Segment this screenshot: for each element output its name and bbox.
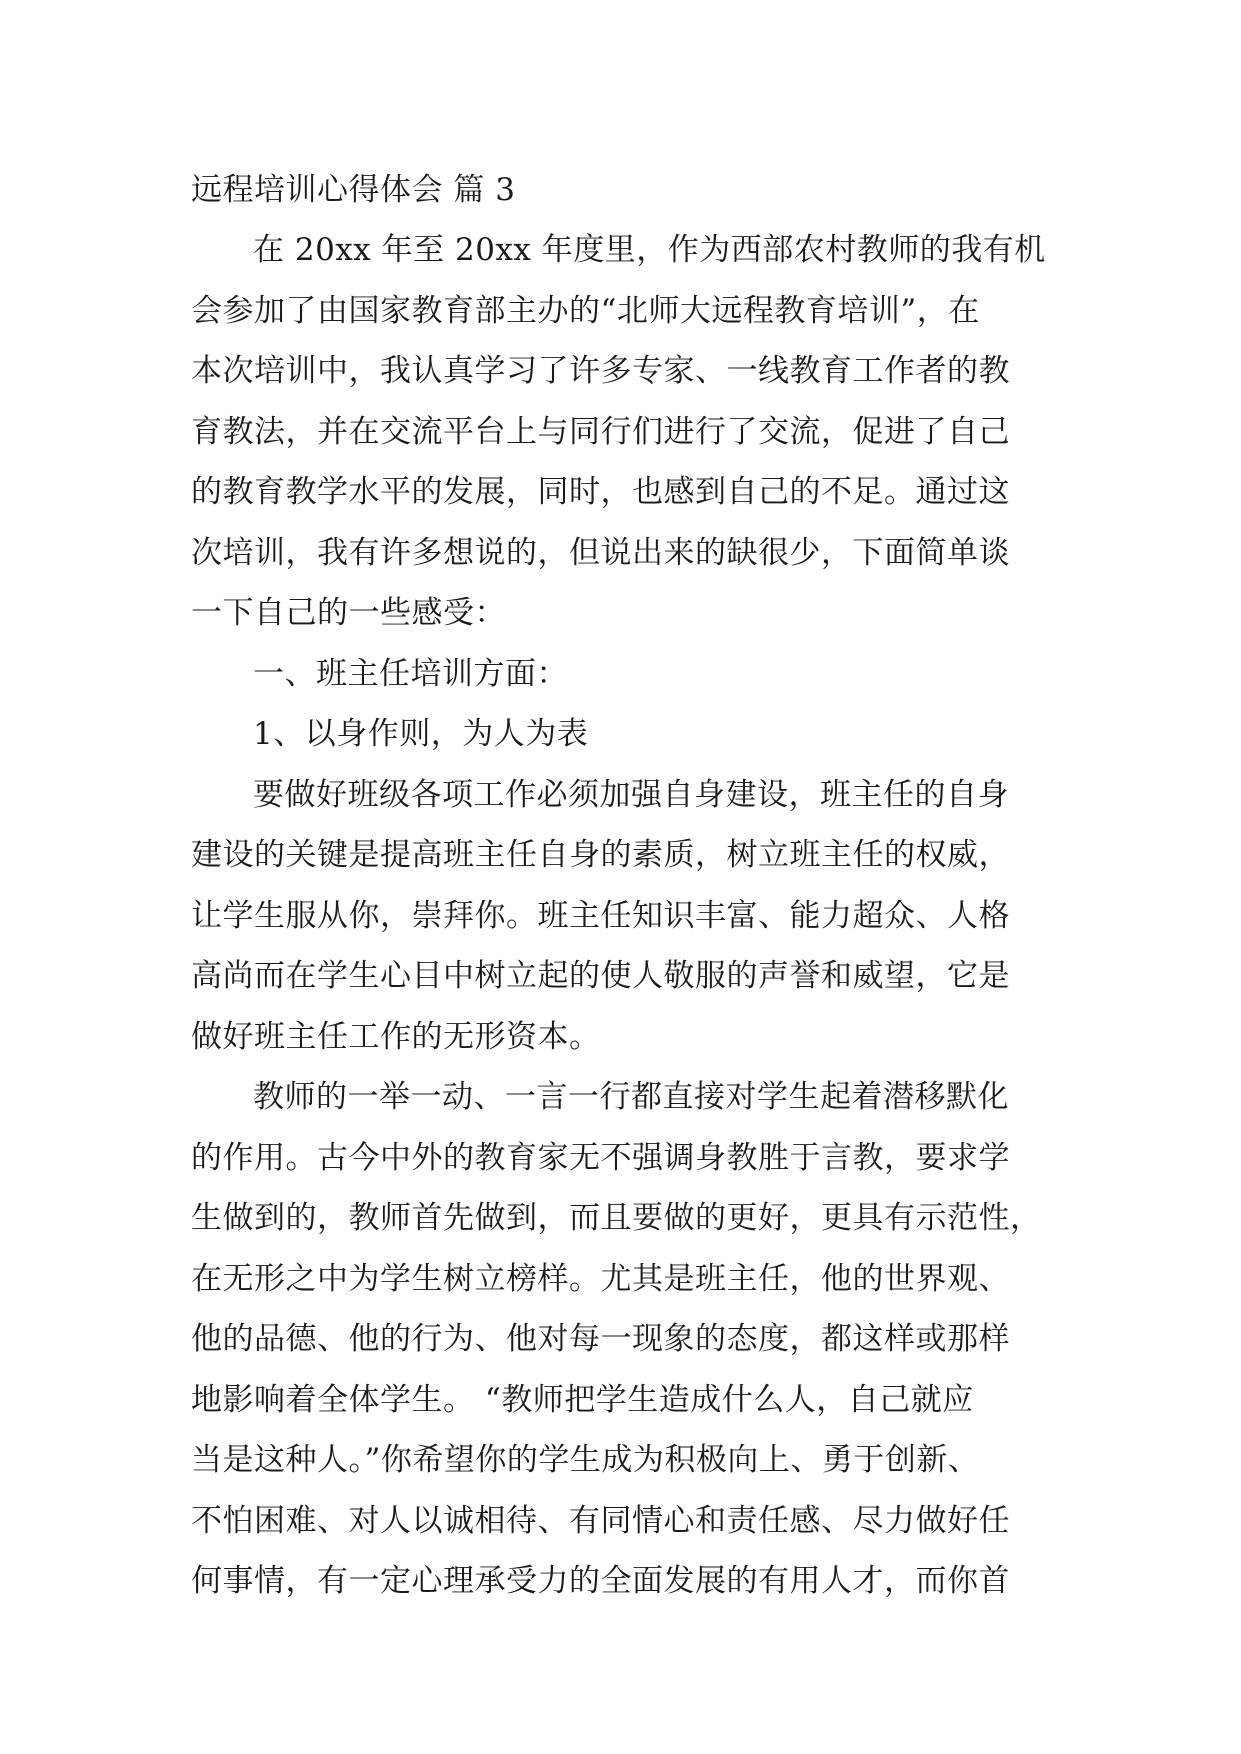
paragraph-line: 地影响着全体学生。 “教师把学生造成什么人，自己就应 — [191, 1381, 974, 1418]
paragraph-line: 不怕困难、对人以诚相待、有同情心和责任感、尽力做好任 — [191, 1502, 1010, 1539]
paragraph-line: 在 20xx 年至 20xx 年度里，作为西部农村教师的我有机 — [253, 232, 1046, 268]
paragraph-line: 做好班主任工作的无形资本。 — [191, 1018, 601, 1055]
paragraph-line: 的作用。古今中外的教育家无不强调身教胜于言教，要求学 — [191, 1139, 1010, 1176]
paragraph-line: 何事情，有一定心理承受力的全面发展的有用人才，而你首 — [191, 1563, 1010, 1599]
paragraph-line: 要做好班级各项工作必须加强自身建设，班主任的自身 — [253, 776, 1009, 813]
paragraph — [191, 220, 1051, 644]
paragraph-line: 会参加了由国家教育部主办的“北师大远程教育培训”，在 — [191, 292, 980, 329]
paragraph — [191, 704, 1051, 765]
paragraph-list — [191, 220, 1051, 1612]
document-title: 远程培训心得体会 篇 3 — [191, 172, 516, 208]
paragraph-line: 教师的一举一动、一言一行都直接对学生起着潜移默化 — [253, 1079, 1009, 1115]
paragraph-line: 当是这种人。”你希望你的学生成为积极向上、勇于创新、 — [191, 1442, 980, 1478]
paragraph-line: 在无形之中为学生树立榜样。尤其是班主任，他的世界观、 — [191, 1260, 1010, 1297]
paragraph-line: 1、以身作则，为人为表 — [253, 716, 589, 752]
paragraph-line: 一下自己的一些感受： — [191, 595, 506, 631]
paragraph-line: 让学生服从你，崇拜你。班主任知识丰富、能力超众、人格 — [191, 897, 1010, 934]
paragraph-line: 本次培训中，我认真学习了许多专家、一线教育工作者的教 — [191, 353, 1010, 389]
paragraph-line: 育教法，并在交流平台上与同行们进行了交流，促进了自己 — [191, 413, 1010, 450]
paragraph-line: 生做到的，教师首先做到，而且要做的更好，更具有示范性， — [191, 1200, 1042, 1236]
paragraph — [191, 765, 1051, 1068]
paragraph-line: 的教育教学水平的发展，同时，也感到自己的不足。通过这 — [191, 474, 1010, 510]
document-body — [191, 160, 1051, 1612]
paragraph — [191, 1067, 1051, 1612]
paragraph-line: 他的品德、他的行为、他对每一现象的态度，都这样或那样 — [191, 1321, 1010, 1357]
paragraph-line: 高尚而在学生心目中树立起的使人敬服的声誉和威望，它是 — [191, 958, 1010, 994]
paragraph-line: 建设的关键是提高班主任自身的素质，树立班主任的权威， — [191, 837, 1010, 873]
paragraph — [191, 644, 1051, 705]
paragraph-line: 一、班主任培训方面： — [253, 655, 568, 692]
paragraph-line: 次培训，我有许多想说的，但说出来的缺很少，下面简单谈 — [191, 534, 1010, 571]
